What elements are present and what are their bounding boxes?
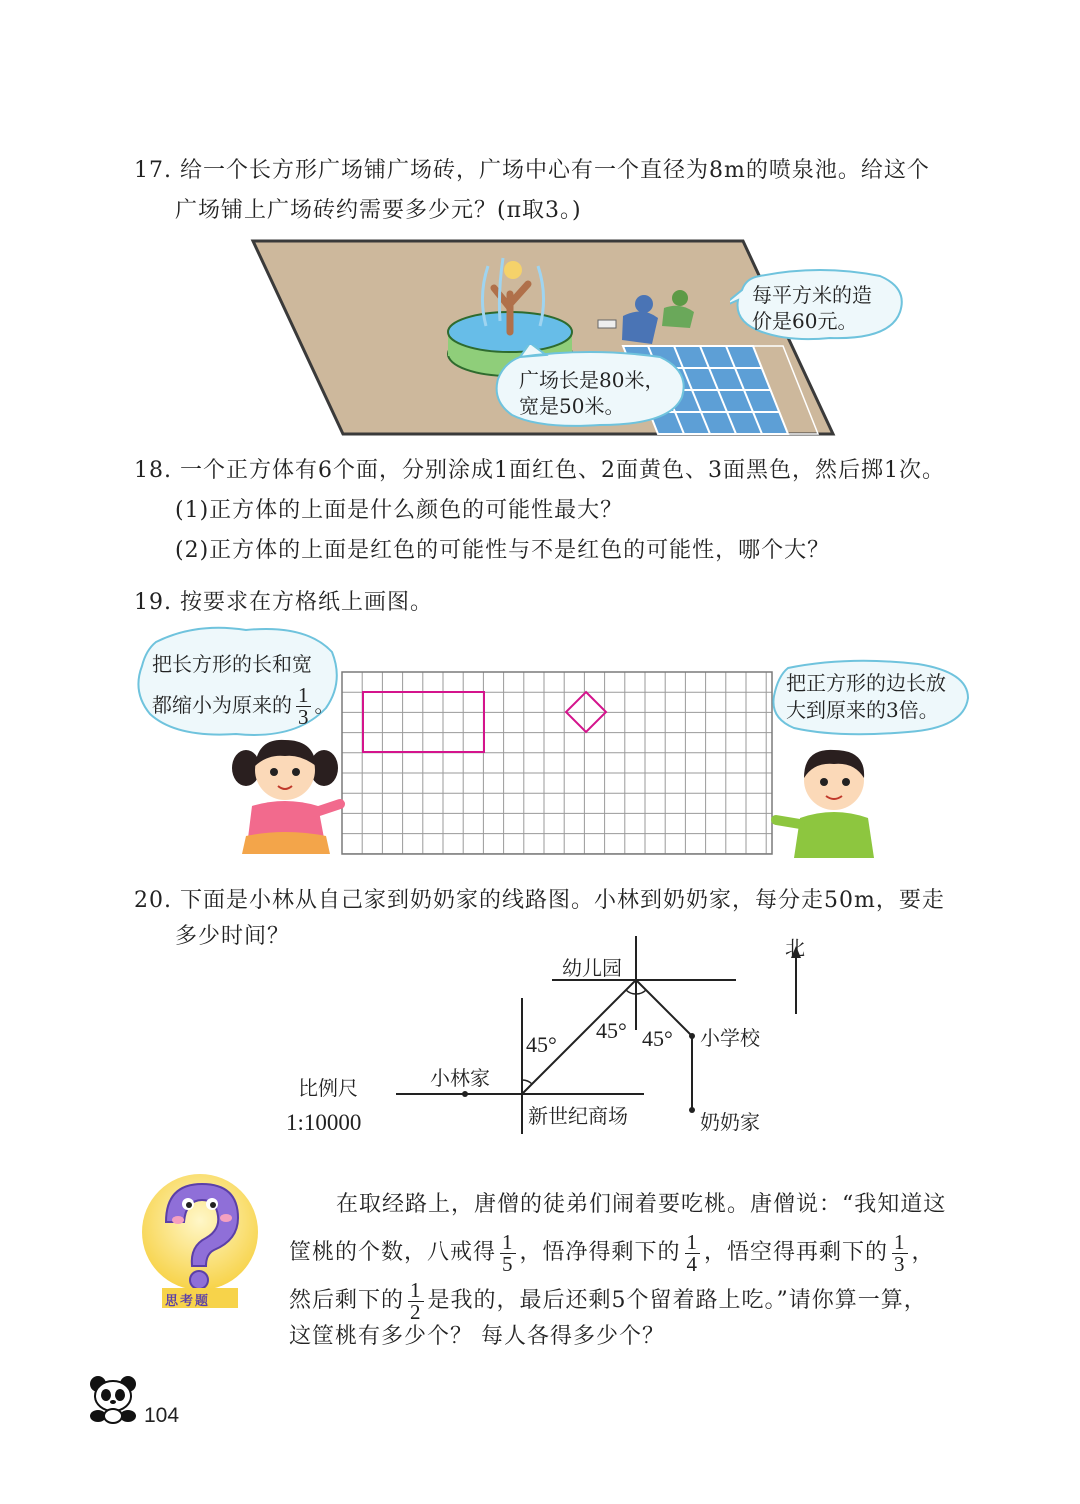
q18-line-1: 18. 一个正方体有6个面，分别涂成1面红色、2面黄色、3面黑色，然后掷1次。: [134, 458, 945, 483]
girl-fraction: [296, 685, 311, 728]
q18-sub-2: (2)正方体的上面是红色的可能性与不是红色的可能性，哪个大？: [175, 538, 831, 563]
think-text-2c: ，悟空得再剩下的: [704, 1240, 889, 1265]
price-bubble-line-2: 价是60元。: [752, 309, 858, 333]
fraction-wukong: [892, 1229, 908, 1276]
size-bubble-line-1: 广场长是80米，: [519, 368, 665, 392]
page-number: 104: [144, 1404, 180, 1427]
fraction-tangseng-denominator: 2: [410, 1299, 422, 1324]
kindergarten-label: 幼儿园: [562, 956, 622, 980]
grandma-dot: [689, 1107, 695, 1113]
fraction-wukong-numerator: 1: [894, 1229, 906, 1254]
girl-fraction-numerator: 1: [298, 683, 309, 707]
q18-sub-1: (1)正方体的上面是什么颜色的可能性最大？: [175, 498, 624, 523]
fraction-wujing-numerator: 1: [686, 1229, 699, 1254]
think-text-2a: 筐桃的个数，八戒得: [289, 1240, 497, 1265]
school-label: 小学校: [700, 1026, 760, 1050]
grid-paper: [340, 670, 774, 856]
price-bubble-line-1: 每平方米的造: [752, 283, 872, 307]
fraction-bajie: [500, 1229, 516, 1276]
think-text-2b: ，悟净得剩下的: [519, 1240, 681, 1265]
girl-illustration: [228, 736, 346, 860]
scale-value: 1:10000: [286, 1110, 362, 1135]
home-label: 小林家: [430, 1066, 490, 1090]
q20-line-2: 多少时间？: [175, 924, 291, 949]
think-text-2d: ，: [911, 1240, 935, 1265]
fraction-tangseng: [408, 1277, 424, 1324]
grandma-label: 奶奶家: [700, 1110, 760, 1134]
q17-line-1: 17. 给一个长方形广场铺广场砖，广场中心有一个直径为8m的喷泉池。给这个: [134, 158, 930, 183]
q19-line-1: 19. 按要求在方格纸上画图。: [134, 590, 433, 615]
school-dot: [689, 1033, 695, 1039]
fraction-wujing: [685, 1229, 701, 1276]
think-line-1: 在取经路上，唐僧的徒弟们闹着要吃桃。唐僧说：“我知道这: [336, 1192, 947, 1217]
scale-label: 比例尺: [298, 1076, 358, 1100]
question-mark-mascot: [140, 1170, 260, 1310]
fraction-wujing-denominator: 4: [686, 1251, 699, 1276]
size-bubble-line-2: 宽是50米。: [519, 394, 625, 418]
boy-bubble-line-2: 大到原来的3倍。: [786, 698, 939, 722]
think-text-3a: 然后剩下的: [289, 1288, 405, 1313]
girl-bubble-end: 。: [314, 693, 335, 717]
q17-line-2: 广场铺上广场砖约需要多少元？(π取3。): [175, 198, 582, 223]
fraction-wukong-denominator: 3: [894, 1251, 906, 1276]
angle-label-3: 45°: [642, 1026, 673, 1051]
q20-line-1: 20. 下面是小林从自己家到奶奶家的线路图。小林到奶奶家，每分走50m，要走: [134, 888, 945, 913]
fraction-bajie-numerator: 1: [502, 1229, 514, 1254]
think-line-2: [289, 1230, 935, 1276]
home-dot: [462, 1091, 468, 1097]
angle-label-1: 45°: [526, 1032, 557, 1057]
think-text-3b: 是我的，最后还剩5个留着路上吃。”请你算一算，: [427, 1288, 927, 1313]
mall-label: 新世纪商场: [528, 1104, 628, 1128]
girl-bubble-text: 都缩小为原来的: [152, 693, 292, 717]
think-line-4: 这筐桃有多少个？ 每人各得多少个？: [289, 1324, 665, 1349]
boy-illustration: [770, 744, 890, 860]
north-label: 北: [785, 936, 805, 960]
rectangle-shape: [363, 692, 484, 752]
boy-bubble-line-1: 把正方形的边长放: [786, 671, 946, 695]
fraction-tangseng-numerator: 1: [410, 1277, 422, 1302]
think-line-3: [289, 1278, 927, 1324]
girl-fraction-denominator: 3: [298, 705, 309, 729]
fraction-bajie-denominator: 5: [502, 1251, 514, 1276]
think-badge: 思考题: [165, 1294, 211, 1309]
panda-icon: [86, 1374, 140, 1424]
girl-bubble-line-2: [152, 685, 335, 728]
angle-label-2: 45°: [596, 1018, 627, 1043]
girl-bubble-line-1: 把长方形的长和宽: [152, 652, 312, 676]
